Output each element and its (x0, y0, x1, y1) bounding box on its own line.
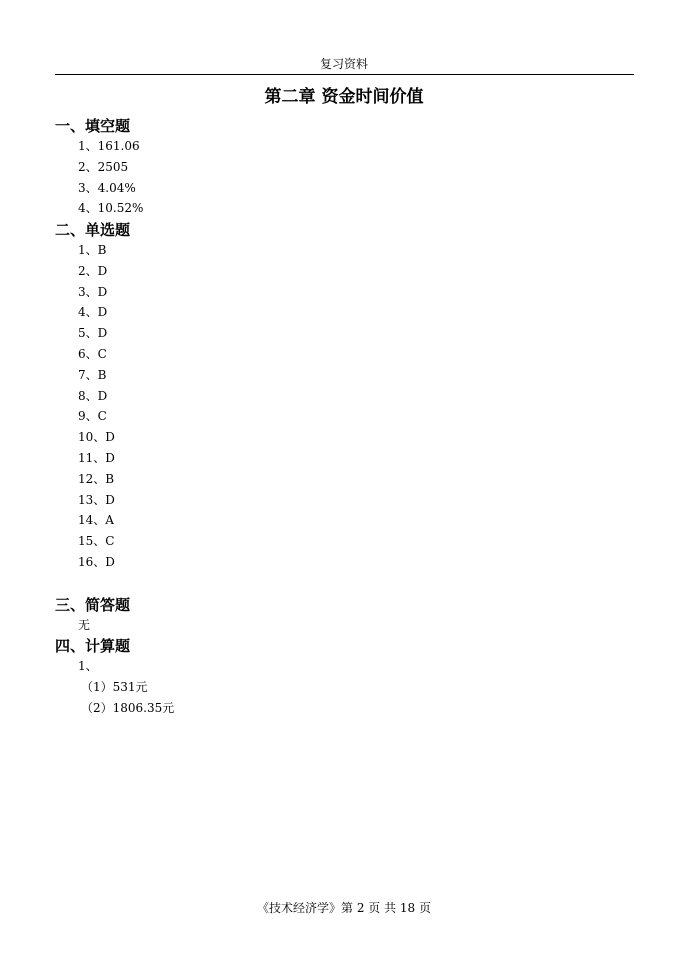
page-footer: 《技术经济学》第 2 页 共 18 页 (257, 901, 431, 915)
section-title: 四、计算题 (55, 637, 131, 655)
header-divider (55, 74, 634, 75)
section-calculation (55, 636, 174, 718)
section-title: 二、单选题 (55, 221, 131, 239)
answer-item: 6、C (78, 346, 107, 361)
answer-item: 无 (78, 618, 91, 632)
answer-item: 9、C (78, 409, 107, 424)
section-short-answer (55, 595, 130, 636)
answer-item: 1、B (78, 243, 107, 257)
answer-item: 11、D (78, 450, 115, 465)
answer-item: 16、D (78, 554, 115, 569)
answer-subitem: （2）1806.35元 (81, 700, 175, 715)
section-single-choice (55, 220, 130, 573)
answer-item: 8、D (78, 388, 108, 403)
answer-item: 1、161.06 (78, 139, 140, 153)
answer-item: 7、B (78, 367, 107, 382)
page-header: 复习资料 (319, 57, 368, 71)
answer-item: 2、D (78, 263, 108, 278)
answer-item: 5、D (78, 326, 108, 341)
answer-item: 10、D (78, 430, 115, 445)
answer-item: 3、D (78, 284, 108, 299)
answer-item: 15、C (78, 534, 115, 549)
answer-item: 13、D (78, 492, 115, 507)
section-fill-blank (55, 116, 143, 219)
answer-item: 14、A (78, 513, 114, 528)
answer-item: 2、2505 (78, 159, 129, 174)
answer-item: 12、B (78, 471, 115, 486)
answer-item: 1、 (78, 659, 98, 673)
answer-item: 3、4.04% (78, 180, 136, 195)
answer-item: 4、10.52% (78, 201, 144, 216)
answer-subitem: （1）531元 (81, 679, 148, 694)
answer-item: 4、D (78, 305, 108, 320)
section-title: 一、填空题 (55, 117, 131, 135)
section-title: 三、简答题 (55, 596, 131, 614)
chapter-title: 第二章 资金时间价值 (264, 87, 424, 107)
